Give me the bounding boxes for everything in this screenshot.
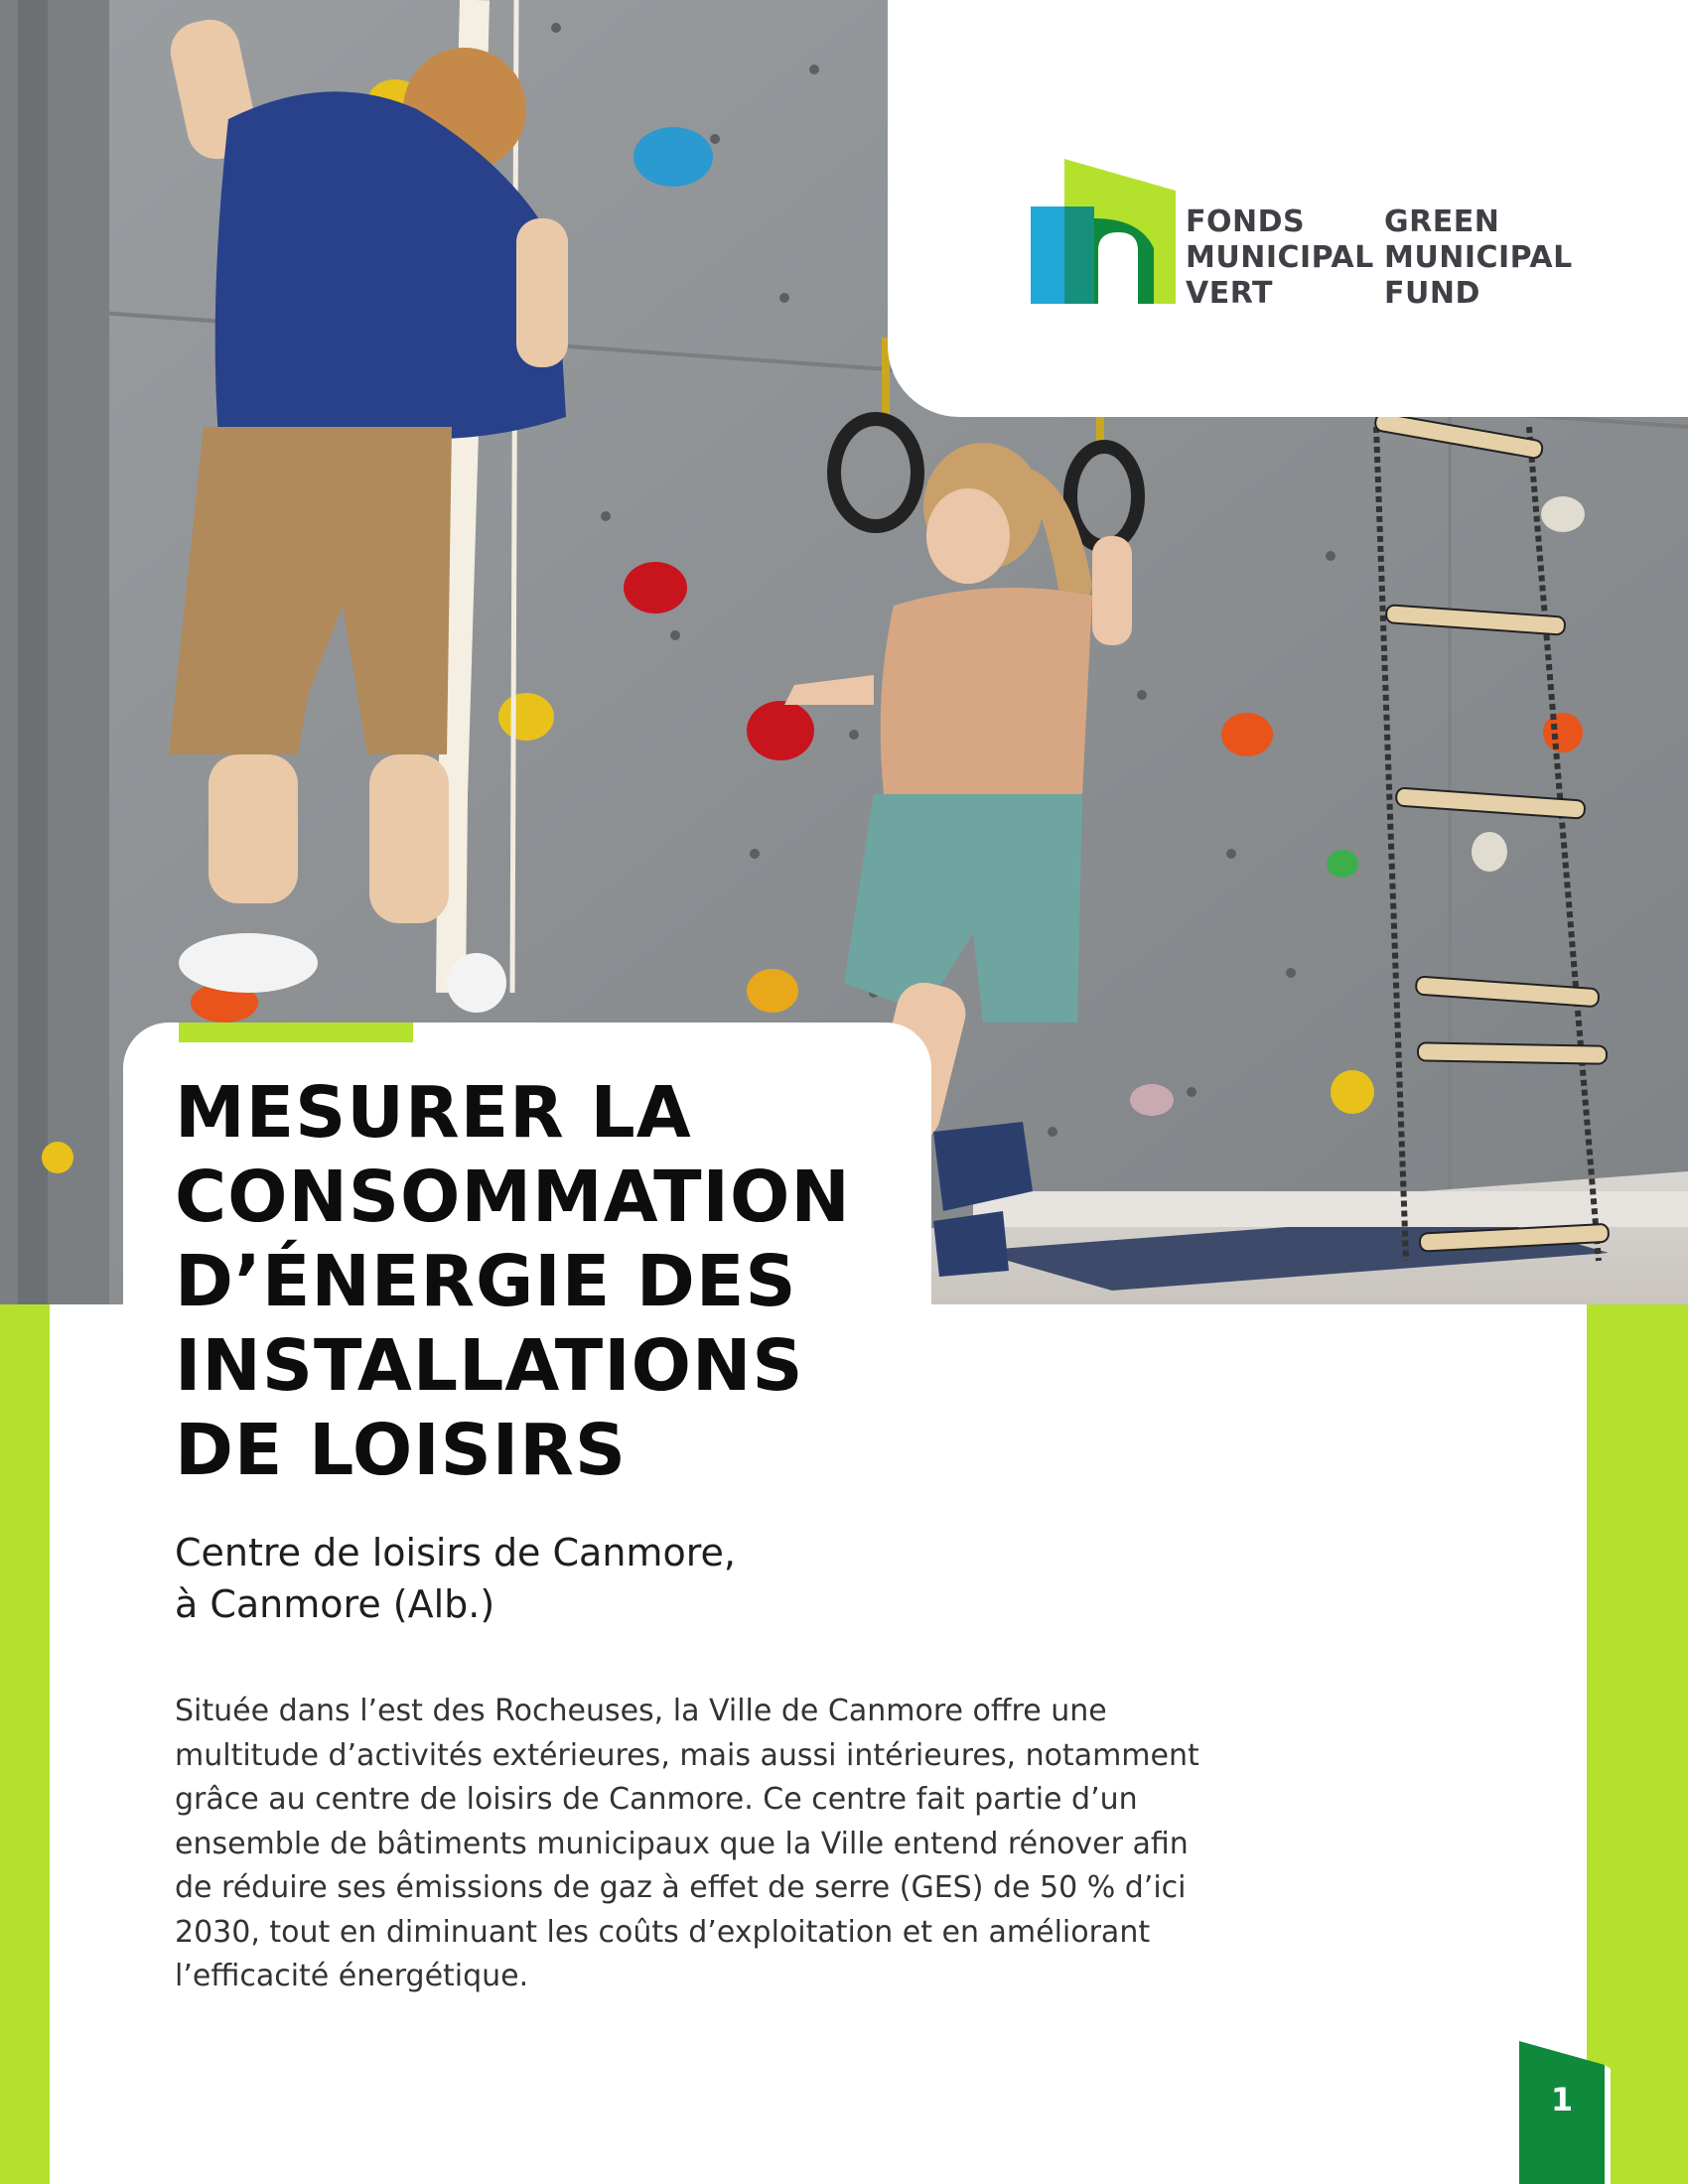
page-subtitle [175,1527,1068,1630]
title-line: MESURER LA [175,1071,692,1154]
title-line: CONSOMMATION [175,1156,851,1238]
logo-fr-line: VERT [1186,276,1273,311]
title-line: DE LOISIRS [175,1409,627,1491]
logo-fr-line: MUNICIPAL [1186,240,1374,275]
logo-en-line: GREEN [1384,205,1500,239]
page-number: 1 [1550,2081,1574,2118]
subtitle-line: à Canmore (Alb.) [175,1582,495,1626]
logo-en-line: FUND [1384,276,1480,311]
body-line: 2030, tout en diminuant les coûts d’exploitation et en améliorant [175,1914,1151,1950]
body-line: l’efficacité énergétique. [175,1959,529,1993]
logo-en-line: MUNICIPAL [1384,240,1573,275]
logo-panel [888,0,1688,417]
fmv-logo-icon [1031,159,1176,304]
subtitle-line: Centre de loisirs de Canmore, [175,1531,736,1574]
logo-text-fr [1186,205,1374,312]
body-line: ensemble de bâtiments municipaux que la Ville entend rénover afin [175,1826,1189,1861]
body-line: multitude d’activités extérieures, mais aussi intérieures, notamment [175,1737,1199,1773]
body-line: grâce au centre de loisirs de Canmore. Ce centre fait partie d’un [175,1782,1138,1817]
page-title [175,1070,929,1492]
intro-paragraph [175,1690,1366,1999]
body-line: Située dans l’est des Rocheuses, la Ville de Canmore offre une [175,1694,1107,1728]
logo-text-en [1384,205,1573,312]
title-accent-bar [179,1023,413,1042]
accent-bar-left [0,1304,50,2184]
title-line: INSTALLATIONS [175,1324,804,1407]
title-line: D’ÉNERGIE DES [175,1240,797,1322]
body-line: de réduire ses émissions de gaz à effet de serre (GES) de 50 % d’ici [175,1870,1187,1905]
logo-fr-line: FONDS [1186,205,1306,239]
